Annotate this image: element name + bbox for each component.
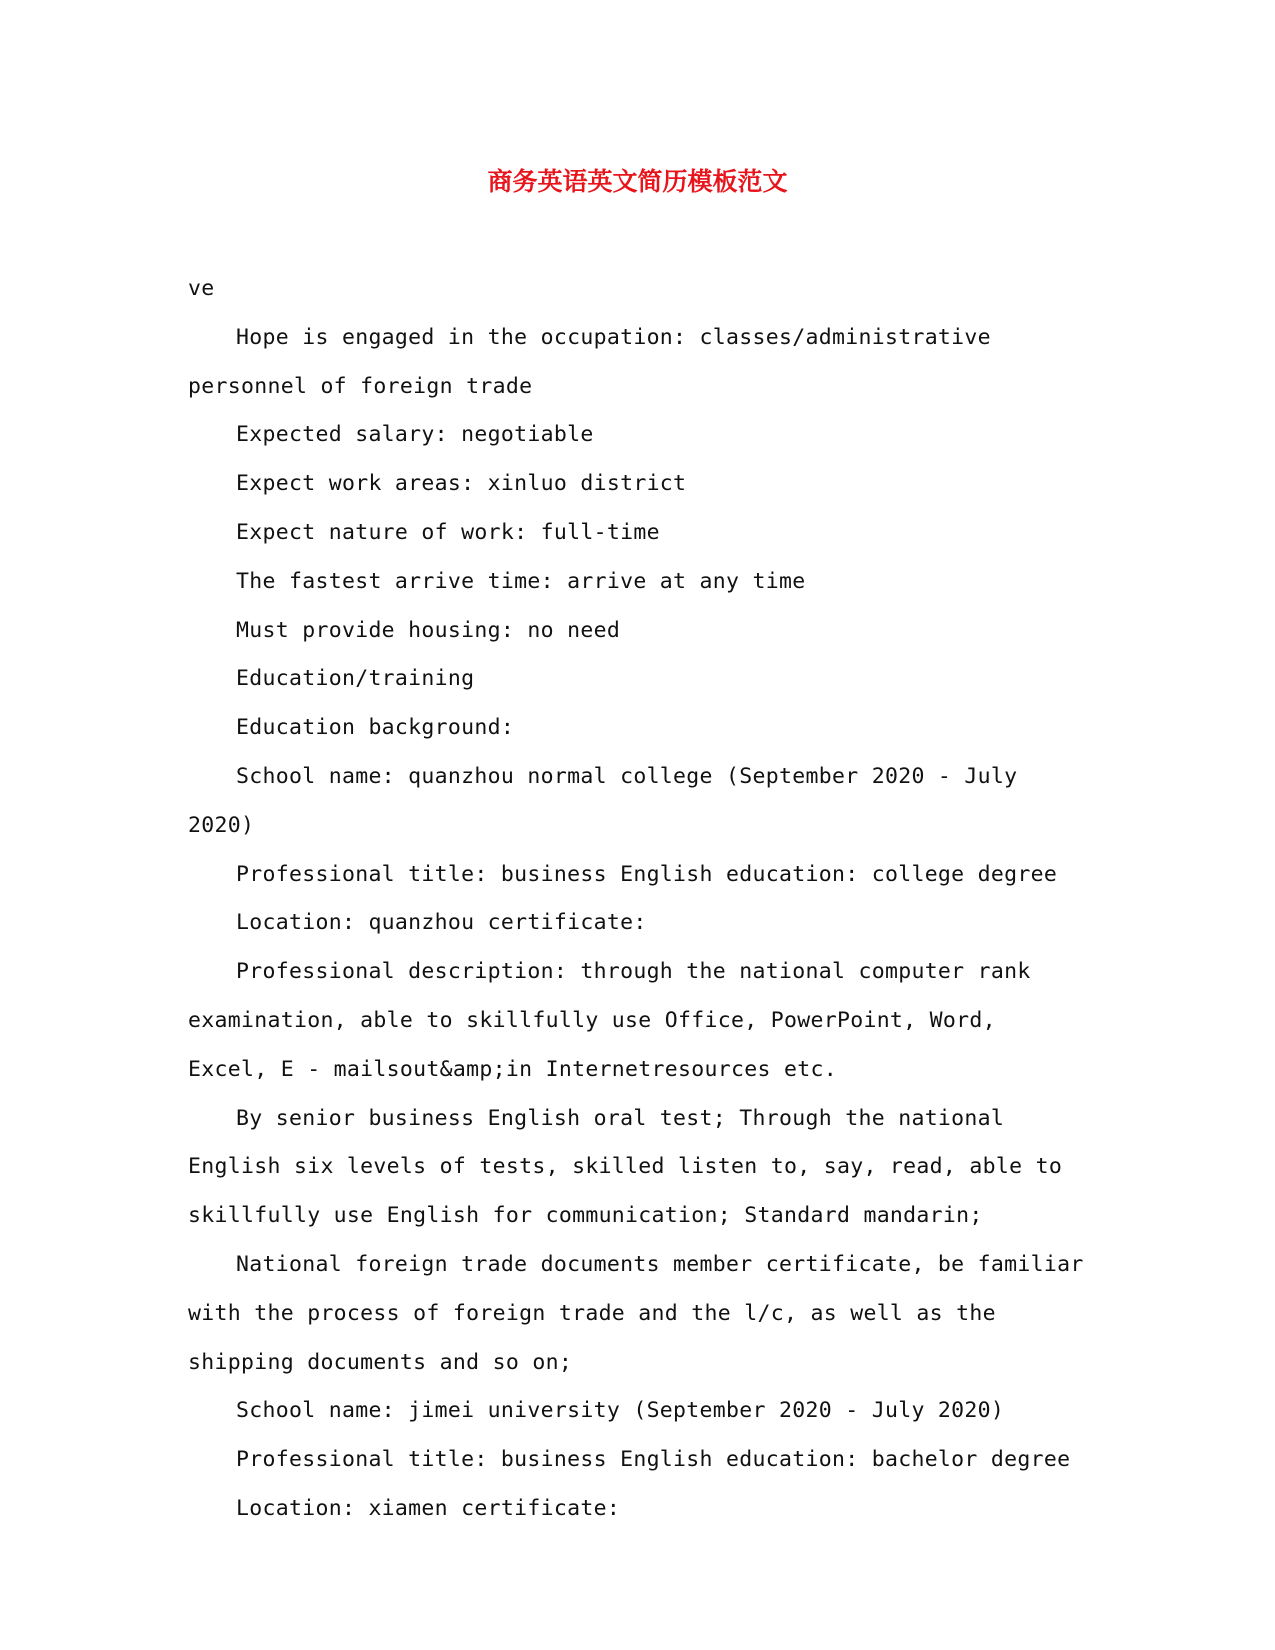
paragraph-education-heading: Education/training [236, 666, 475, 692]
paragraph-occupation: Hope is engaged in the occupation: classes/administrative personnel of foreign trade [188, 324, 1005, 399]
paragraph-work-areas: Expect work areas: xinluo district [236, 471, 687, 497]
paragraph-title-2: Professional title: business English education: bachelor degree [236, 1447, 1071, 1473]
paragraph-title-1: Professional title: business English education: college degree [236, 861, 1058, 887]
paragraph-work-nature: Expect nature of work: full-time [236, 519, 660, 545]
paragraph-housing: Must provide housing: no need [236, 617, 621, 643]
document-title: 商务英语英文简历模板范文 [487, 167, 788, 196]
paragraph-arrive-time: The fastest arrive time: arrive at any time [236, 568, 806, 594]
paragraph-school-2: School name: jimei university (September 2020 - July 2020) [236, 1398, 1005, 1424]
paragraph-oral-test: By senior business English oral test; Through the national English six levels of tests, skilled listen to, say, read, able to skillfully use English for communication; Standard mandarin; [188, 1105, 1076, 1229]
paragraph-description: Professional description: through the national computer rank examination, able to skillfully use Office, PowerPoint, Word, Excel, E - mailsout&amp;in Internetresources etc. [188, 959, 1044, 1082]
document-body [188, 265, 1097, 1534]
paragraph-location-1: Location: quanzhou certificate: [236, 910, 647, 936]
paragraph-trade-certificate: National foreign trade documents member certificate, be familiar with the process of foreign trade and the l/c, as well as the shipping documents and so on; [188, 1251, 1097, 1375]
paragraph-intro: ve [188, 276, 215, 301]
paragraph-location-2: Location: xiamen certificate: [236, 1495, 621, 1521]
paragraph-salary: Expected salary: negotiable [236, 422, 594, 448]
paragraph-education-background: Education background: [236, 715, 515, 741]
paragraph-school-1: School name: quanzhou normal college (September 2020 - July 2020) [188, 763, 1031, 838]
